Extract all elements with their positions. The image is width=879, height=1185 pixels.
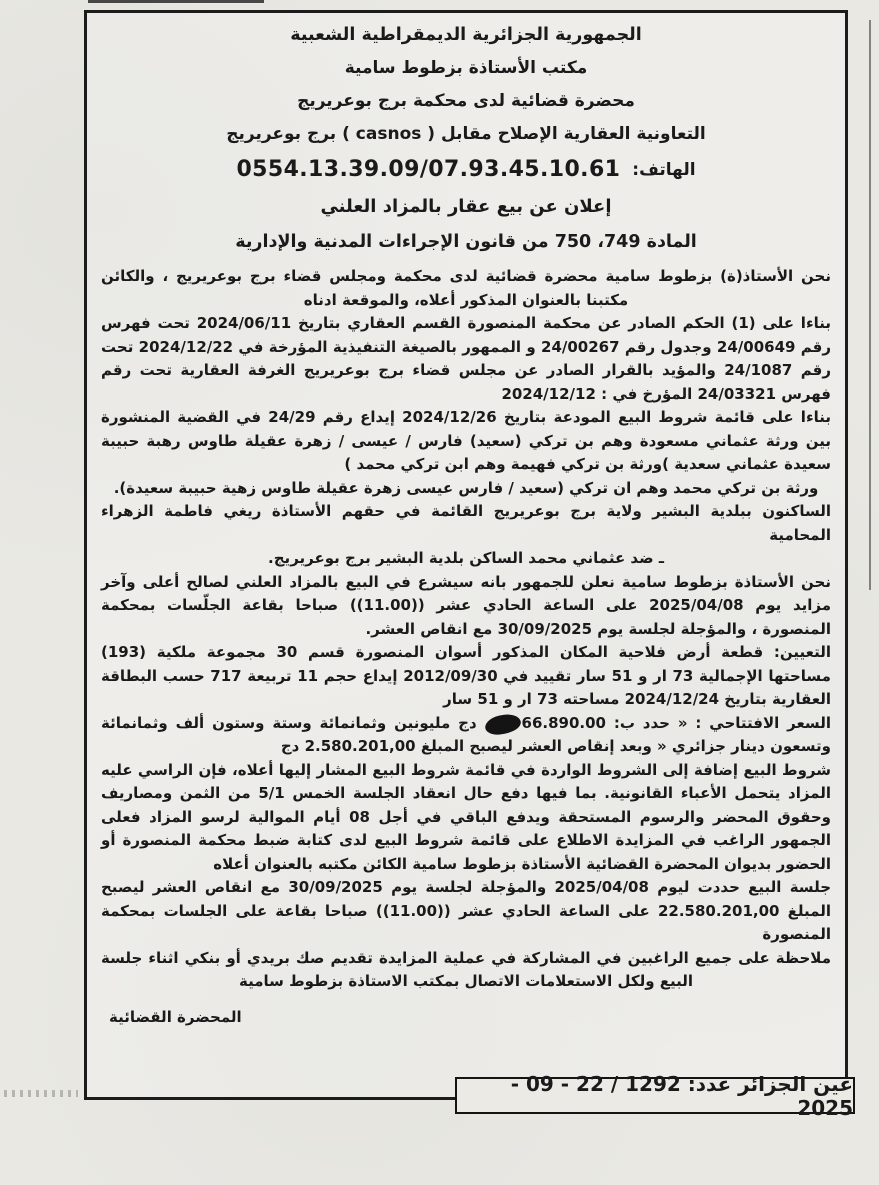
legal-articles-line: المادة 749، 750 من قانون الإجراءات المدنية والإدارية xyxy=(235,232,697,252)
price-suffix: دج مليونين وثمانمائة وستة وستون ألف وثمانمائة وتسعون دينار جزائري « وبعد إنقاص العشر ليصبح المبلغ 2.580.201,00 دج xyxy=(101,713,831,755)
ink-blot xyxy=(483,712,521,735)
session-schedule-paragraph: جلسة البيع حددت ليوم 2025/04/08 والمؤجلة لجلسة يوم 30/09/2025 مع انقاص العشر ليصبح المبلغ 22.580.201,00 على الساعة الحادي عشر ((11.00)) صباحا بقاعة على الجلسات بمحكمة المنصورة xyxy=(101,878,832,943)
sale-terms-paragraph: شروط البيع إضافة إلى الشروط الواردة في قائمة شروط البيع المشار إليها أعلاه، فإن الراسي عليه المزاد يتحمل الأعباء القانونية. بما فيها دفع حال انعقاد الجلسة الخمس 5/1 من الثمن ومصاريف وحقوق المحضر والرسوم المستحقة ويدفع الباقي في أجل 08 أيام الموالية لرسو المزاد فعلى الجمهور الراغب في المزايدة الاطلاع على قائمة شروط البيع لدى كتابة ضبط محكمة المنصورة أو الحضور بديوان المحضرة القضائية الأستاذة بزطوط سامية الكائن مكتبه بالعنوان أعلاه xyxy=(101,760,831,873)
intro-paragraph: نحن الأستاذ(ة) بزطوط سامية محضرة قضائية لدى محكمة ومجلس قضاء برج بوعريريج ، والكائن مكتبنا بالعنوان المذكور أعلاه، والموقعة ادناه xyxy=(101,267,831,309)
judgment-reference-paragraph: بناءا على (1) الحكم الصادر عن محكمة المنصورة القسم العقاري بتاريخ 2024/06/11 تحت فهرس رقم 24/00649 وجدول رقم 24/00267 و الممهور بالصيغة التنفيذية المؤرخة في 2024/12/22 تحت رقم 24/1087 والمؤيد بالقرار الصادر عن مجلس قضاء برج بوعريريج الغرفة العقارية تحت رقم فهرس 24/03321 المؤرخ في : 2024/12/12 xyxy=(101,314,831,403)
phone-number: 0554.13.39.09/07.93.45.10.61 xyxy=(236,157,621,182)
plaintiffs-residence-paragraph: الساكنون ببلدية البشير ولاية برج بوعريريج القائمة في حقهم الأستاذة ريغي فاطمة الزهراء المحامية xyxy=(101,502,831,544)
price-prefix: السعر الافتتاحي : « حدد ب: xyxy=(613,713,831,732)
newspaper-issue-stamp xyxy=(455,1071,855,1120)
phone-line xyxy=(101,151,831,189)
note-paragraph: ملاحظة على جميع الراغبين في المشاركة في عملية المزايدة تقديم صك بريدي أو بنكي اثناء جلسة البيع ولكل الاستعلامات الاتصال بمكتب الاستاذة بزطوط سامية xyxy=(101,948,831,990)
office-title: مكتب الأستاذة بزطوط سامية xyxy=(344,58,588,78)
auction-date-paragraph: نحن الأستاذة بزطوط سامية نعلن للجمهور بانه سيشرع في البيع بالمزاد العلني لصالح أعلى وآخر مزايد يوم 2025/04/08 على الساعة الحادي عشر ((11.00)) صباحا بقاعة الجلّسات بمحكمة المنصورة ، والمؤجلة لجلسة يوم 30/09/2025 مع انقاص العشر. xyxy=(101,572,832,638)
phone-label: الهاتف: xyxy=(632,160,696,180)
republic-title: الجمهورية الجزائرية الديمقراطية الشعبية xyxy=(290,25,642,45)
bailiff-title: محضرة قضائية لدى محكمة برج بوعريريج xyxy=(297,91,635,111)
amount-visible-digits: 66.890.00 xyxy=(521,713,606,732)
scan-edge-artifact xyxy=(88,0,264,3)
announcement-body xyxy=(101,265,831,1029)
announcement-header xyxy=(101,19,831,259)
auction-announcement-frame xyxy=(84,10,848,1100)
stamp-text: عين الجزائر عدد: 1292 / 22 - 09 - 2025 xyxy=(510,1071,853,1120)
newspaper-column-rule xyxy=(869,20,871,590)
cooperative-line: التعاونية العقارية الإصلاح مقابل ( casnos ) برج بوعريريج xyxy=(226,124,706,144)
masked-amount xyxy=(485,714,606,732)
defendant-paragraph: ـ ضد عثماني محمد الساكن بلدية البشير برج بوعريريج. xyxy=(268,549,664,567)
opening-price-paragraph xyxy=(101,712,831,759)
heirs-list-paragraph: ورثة بن تركي محمد وهم ان تركي (سعيد / فارس عيسى زهرة عقيلة طاوس زهية حبيبة سعيدة). xyxy=(113,478,819,497)
property-designation-paragraph: التعيين: قطعة أرض فلاحية المكان المذكور أسوان المنصورة قسم 30 مجموعة ملكية (193) مساحتها الإجمالية 73 ار و 51 سار تقييد في 2012/09/30 إيداع حجم 11 تربيعة 717 حسب البطاقة العقارية بتاريخ 2024/12/24 مساحته 73 ار و 51 سار xyxy=(101,643,832,708)
scan-margin-marks xyxy=(4,1090,78,1097)
bailiff-signature: المحضرة القضائية xyxy=(109,1007,242,1026)
sale-conditions-filing-paragraph: بناءا على قائمة شروط البيع المودعة بتاريخ 2024/12/26 إيداع رقم 24/29 في القضية المنشورة بين ورثة عثماني مسعودة وهم بن تركي (سعيد) فارس / عيسى / زهرة عقيلة طاوس رهبة حبيبة سعيدة عثماني سعدية )ورثة بن تركي فهيمة وهم ابن تركي محمد ) xyxy=(101,408,831,473)
announcement-title: إعلان عن بيع عقار بالمزاد العلني xyxy=(320,196,612,217)
